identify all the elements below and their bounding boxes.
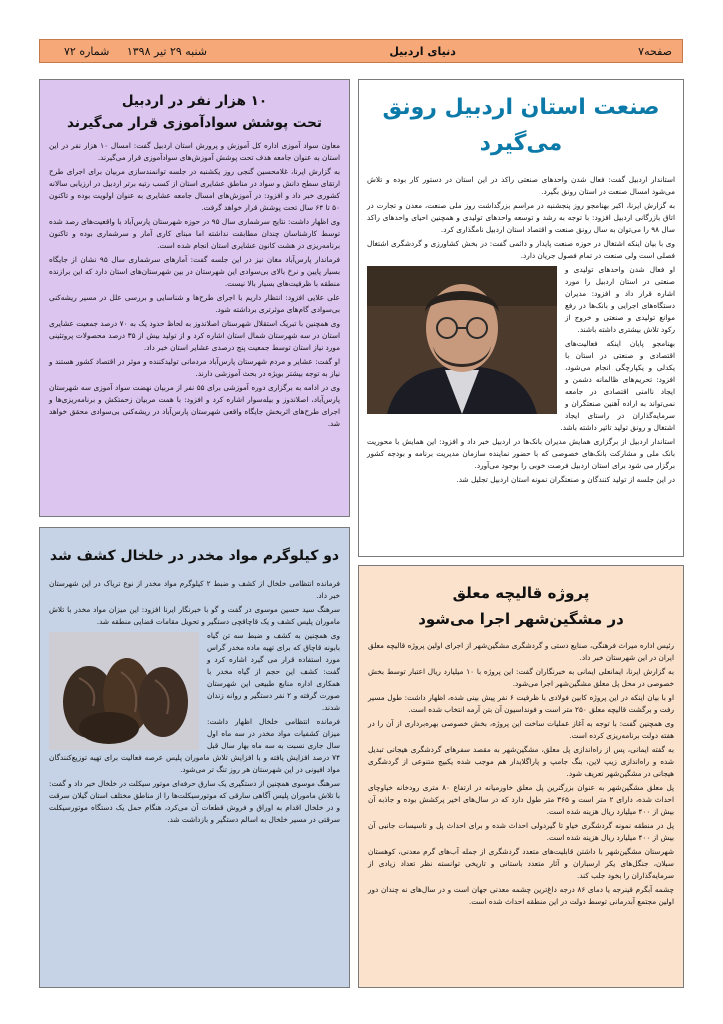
seized-drugs-photo	[49, 632, 199, 750]
issue-date: شنبه ۲۹ تیر ۱۳۹۸	[126, 44, 208, 58]
paragraph: وی همچنین به کشف و ضبط سه تن گیاه بابونه قاچاق که برای تهیه ماده مخدر گراس مورد استفاده قرار می گیرد اشاره کرد و گفت: کشف این حجم از گیاه مخدر با همکاری اداره منابع طبیعی این شهرستان صورت گرفته و ۲ نفر دستگیر و روانه زندان شدند.	[207, 631, 340, 712]
title-line-1: پروژه قالیچه معلق	[452, 584, 590, 602]
paragraph: بهنامجو پایان اینکه فعالیت‌های اقتصادی و صنعتی در استان با یکدلی و یکپارچگی انجام می‌شود، افزود: تحریم‌های ظالمانه دشمن و ایجاد ناامنی اقتصادی در جامعه نمی‌تواند به اراده آهنین صنعتگران و سرمایه‌گذاران در راستای ایجاد اشتغال و رونق تولید تاثیر داشته باشد.	[560, 339, 675, 432]
paragraph: رئیس اداره میراث فرهنگی، صنایع دستی و گردشگری مشگین‌شهر از اجرای اولین پروژه قالیچه معلق ایران در این شهرستان خبر داد.	[368, 641, 674, 662]
publication-name: دنیای اردبیل	[389, 44, 456, 58]
paragraph: به گفته ایمانی، پس از راه‌اندازی پل معلق، مشگین‌شهر به مقصد سفرهای گردشگری هیجانی تبدیل شده و راه‌اندازی زیپ لاین، بنگ جامپ و پاراگلایدار هم موجب شده یکبیج متنوعی از گردشگری هیجانی در مشگین‌شهر تعریف شود.	[368, 745, 674, 778]
paragraph: وی با بیان اینکه اشتغال در حوزه صنعت پایدار و دائمی گفت: در بخش کشاورزی و گردشگری اشتغال فصلی است ولی صنعت در تمام فصول جریان دارد.	[367, 239, 675, 260]
paragraph: علی علایی افزود: انتظار داریم با اجرای طرح‌ها و شناسایی و بررسی علل در مسیر ریشه‌کنی بی‌سوادی گام‌های موثرتری برداشته شود.	[49, 293, 340, 314]
title-line-2: در مشگین‌شهر اجرا می‌شود	[418, 610, 624, 628]
paragraph: استاندار اردبیل گفت: فعال شدن واحدهای صنعتی راکد در این استان در دستور کار بوده و تلاش می‌شود امسال صنعت در استان رونق بگیرد.	[367, 175, 675, 196]
paragraph: استاندار اردبیل از برگزاری همایش مدیران بانک‌ها در اردبیل خبر داد و افزود: این همایش با محوریت بانک ملی و مشارکت بانک‌های خصوصی که با حضور نماینده سازمان مدیریت برنامه و بودجه کشور برگزار می شود برای استان اردبیل فرصت خوبی را بوجود می‌آورد.	[367, 437, 675, 470]
paragraph: سرهنگ موسوی همچنین از دستگیری یک سارق حرفه‌ای موتور سیکلت در خلخال خبر داد و گفت: با تلاش ماموران پلیس آگاهی سارقی که موتورسیکلت‌ها را از مناطق مختلف استان گیلان سرقت و در خلخال اقدام به اوراق و فروش قطعات آن می‌کرد، هنگام حمل یک دستگاه موتورسیکلت سرقتی در مسیر خلخال به اسالم دستگیر و بازداشت شد.	[49, 779, 340, 824]
paragraph: چشمه آبگرم قینرجه یا دمای ۸۶ درجه داغ‌ترین چشمه معدنی جهان است و در سال‌های نه چندان دور اولین مجتمع آبدرمانی توسط دولت در این منطقه احداث شده است.	[368, 885, 674, 906]
page-header	[39, 39, 683, 63]
title-line-2: تحت پوشش سوادآموزی قرار می‌گیرند	[67, 115, 322, 131]
page-number: صفحه۷	[638, 44, 672, 58]
paragraph: شهرستان مشگین‌شهر با داشتن قابلیت‌های متعدد گردشگری از جمله آب‌های گرم معدنی، کوهستان سبلان، جنگل‌های یکر ارسباران و آثار متعدد باستانی و تاریخی توانسته نظر تعداد زیادی از سرمایه‌گذاران را بخود جلب کند.	[368, 847, 674, 880]
article-literacy	[39, 79, 350, 517]
article-literacy-title	[49, 90, 340, 134]
paragraph: او فعال شدن واحدهای تولیدی و صنعتی در استان اردبیل را مورد اشاره قرار داد و افزود: مدیران دستگاه‌های اجرایی و بانک‌ها در رفع موانع تولیدی و صنعتی و خروج از رکود تلاش بیشتری داشته باشند.	[565, 265, 675, 334]
issue-info	[50, 45, 207, 58]
paragraph: به گزارش ایرنا، ایمانعلی ایمانی به خبرنگاران گفت: این پروژه با ۱۰ میلیارد ریال اعتبار توسط بخش خصوصی در محل پل معلق مشگین‌شهر اجرا می‌شود.	[368, 667, 674, 688]
paragraph: سرهنگ سید حسین موسوی در گفت و گو با خبرنگار ایرنا افزود: این میزان مواد مخدر با تلاش ماموران پلیس کشف و یک قاچاقچی دستگیر و تحویل مقامات قضایی منطقه شد.	[49, 605, 340, 626]
article-cable-car	[358, 565, 684, 988]
title-line-1: ۱۰ هزار نفر در اردبیل	[121, 93, 268, 109]
paragraph: به گزارش ایرنا، اکبر بهنامجو روز پنجشنبه در مراسم بزرگداشت روز ملی صنعت، معدن و تجارت در اتاق بازرگانی اردبیل افزود: با توجه به رشد و توسعه واحدهای تولیدی و همچنین احیای واحدهای راکد سال ۹۸ را می‌توان به سال رونق صنعت و اقتصاد استان اردبیل نامگذاری کرد.	[367, 201, 675, 234]
article-cable-car-title	[368, 580, 674, 632]
paragraph: در این جلسه از تولید کنندگان و صنعتگران نمونه استان اردبیل تجلیل شد.	[456, 475, 675, 484]
paragraph: به گزارش ایرنا، غلامحسین گنجی روز یکشنبه در جلسه توانمندسازی مربیان برای اجرای طرح ارتقای سطح دانش و سواد در مناطق عشایری استان از کسب رتبه برتر اردبیل در ارزیابی سالانه کشوری خبر داد و افزود: در آموزش‌های امسال جامعه عشایری به عنوان اولویت بوده و تاکنون ۵۰ تا ۶۴ سال تحت پوشش قرار خواهد گرفت.	[49, 167, 340, 212]
paragraph: معاون سواد آموزی اداره کل آموزش و پرورش استان اردبیل گفت: امسال ۱۰ هزار نفر در این استان به عنوان جامعه هدف تحت پوشش آموزش‌های سوادآموزی قرار می‌گیرند.	[49, 141, 340, 162]
article-drugs	[39, 527, 350, 988]
governor-portrait-photo	[367, 266, 557, 414]
article-industry	[358, 79, 684, 557]
paragraph: او با بیان اینکه در این پروژه کابین فولادی با ظرفیت ۶ نفر پیش بینی شده، اظهار داشت: طول مسیر رفت و برگشت قالیچه معلق ۲۵۰ متر است و فونداسیون آن بتن آرمه انتخاب شده است.	[368, 693, 674, 714]
paragraph: فرمانده انتظامی خلخال از کشف و ضبط ۲ کیلوگرم مواد مخدر از نوع تریاک در این شهرستان خبر داد.	[49, 579, 340, 600]
paragraph: وی اظهار داشت: نتایج سرشماری سال ۹۵ در حوزه شهرستان پارس‌آباد با واقعیت‌های رصد شده توسط کارشناسان چندان مطابقت نداشته اما مبنای کاری آمار و سرشماری بوده و تاکنون برنامه‌ریزی در هشت کانون عشایری استان انجام شده است.	[49, 217, 340, 250]
paragraph: پل معلق مشگین‌شهر به عنوان بزرگترین پل معلق خاورمیانه در ارتفاع ۸۰ متری رودخانه خیاوچای احداث شده، دارای ۲ متر است و ۳۶۵ متر طول دارد که در سال‌های اخیر پرکشش بوده و جاذبه آن بیش از ۴۰۰ میلیارد ریال هزینه شده است.	[368, 783, 675, 816]
paragraph: فرمانده انتظامی خلخال اظهار داشت: میزان کشفیات مواد مخدر در سه ماه اول سال جاری نسبت به سه ماه بهار سال قبل ۷۴ درصد افزایش یافته و با افزایش تلاش ماموران پلیس عرصه فعالیت برای تهیه توزیع‌کنندگان مواد افیونی در این شهرستان هر روز تنگ تر می‌شود.	[49, 717, 340, 774]
paragraph: وی همچنین گفت: با توجه به آغاز عملیات ساخت این پروژه، بخش خصوصی بهره‌برداری از آن را در هفته دولت برنامه‌ریزی کرده است.	[368, 719, 674, 740]
paragraph: وی همچنین با تبریک استقلال شهرستان اصلاندوز به لحاظ حدود یک به ۷۰ درصد جمعیت عشایری استان در سه شهرستان شمال استان اشاره کرد و از تولید بیش از ۳۵ درصد محصولات پروتئینی مورد نیاز استان توسط جمعیت پنج درصدی عشایر استان خبر داد.	[49, 319, 340, 352]
paragraph: فرماندار پارس‌آباد مغان نیز در این جلسه گفت: آمارهای سرشماری سال ۹۵ نشان از جایگاه بسیار پایین و نرخ بالای بی‌سوادی این شهرستان در بین شهرستان‌های استان دارد که این برازنده منطقه با ظرفیت‌های بسیار بالا نیست.	[49, 255, 340, 288]
paragraph: پل در منطقه نمونه گردشگری خیاو تا گیردولی احداث شده و برای احداث پل و تاسیسات جانبی آن بیش از ۴۰۰ میلیارد ریال هزینه شده است.	[368, 821, 674, 842]
article-industry-title: صنعت استان اردبیل رونق می‌گیرد	[382, 95, 660, 156]
paragraph: وی در ادامه به برگزاری دوره آموزشی برای ۵۵ نفر از مربیان نهضت سواد آموزی سه شهرستان پارس‌آباد، اصلاندوز و بیله‌سوار اشاره کرد و افزود: با همت مربیان زحمتکش و برنامه‌ریزی‌ها و اجرای طرح‌های اثربخش جایگاه واقعی شهرستان پارس‌آباد در ریشه‌کنی بی‌سوادی محقق خواهد شد.	[49, 383, 340, 428]
issue-number: شماره ۷۲	[64, 44, 110, 58]
paragraph: او گفت: عشایر و مردم شهرستان پارس‌آباد مردمانی تولیدکننده و موثر در اقتصاد کشور هستند و نیاز به توجه بیشتر بویژه در بحث آموزشی دارند.	[49, 357, 340, 378]
article-drugs-title: دو کیلوگرم مواد مخدر در خلخال کشف شد	[49, 548, 340, 564]
